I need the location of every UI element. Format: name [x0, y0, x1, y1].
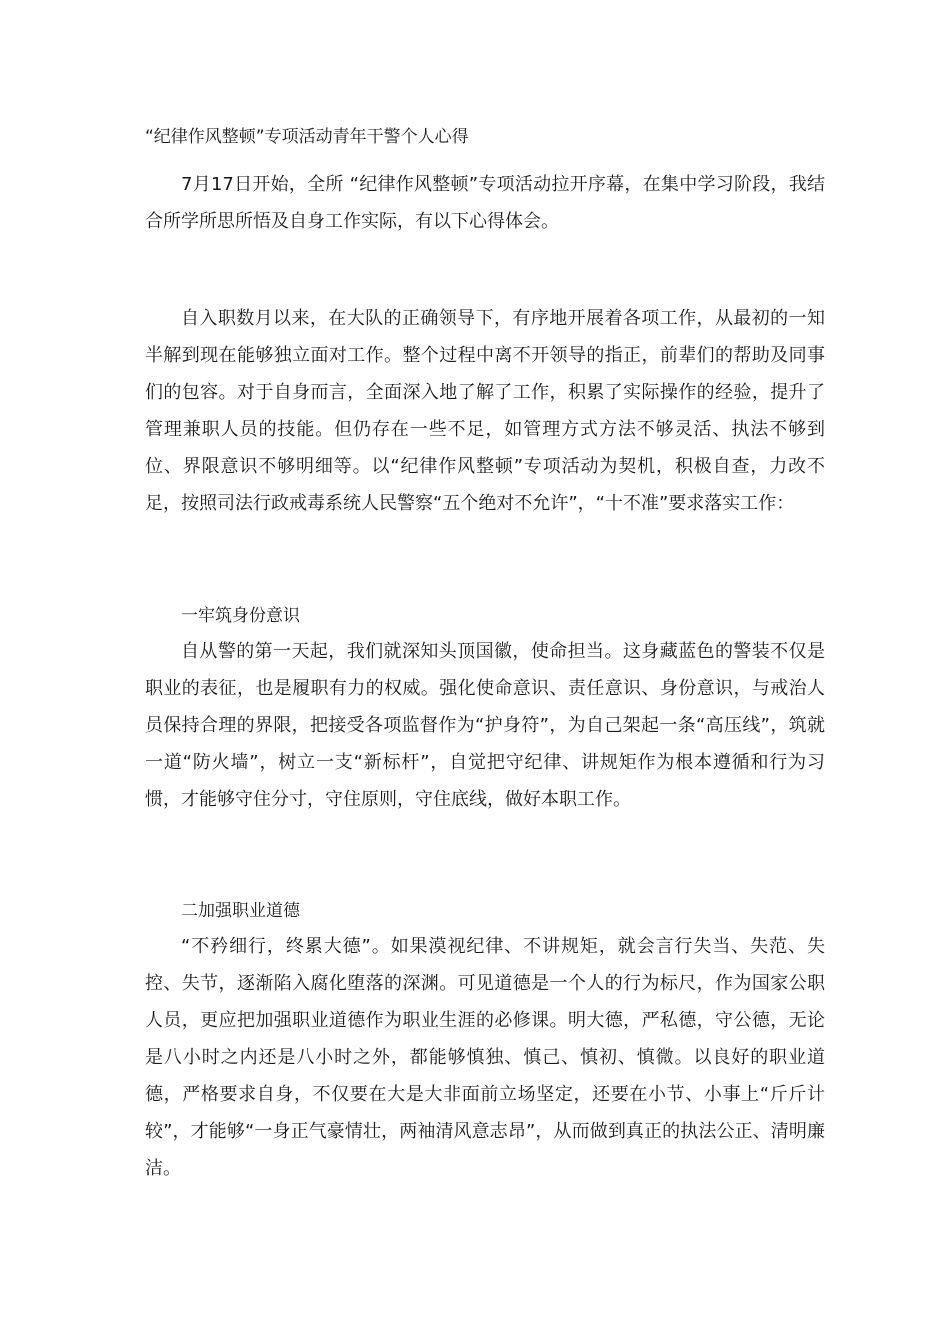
document-title: “纪律作风整顿”专项活动青年干警个人心得 [145, 127, 469, 147]
section-1-heading: 一牢筑身份意识 [181, 606, 300, 626]
section-2-body: “不矜细行，终累大德”。如果漠视纪律、不讲规矩，就会言行失当、失范、失控、失节，逐渐陷入腐化堕落的深渊。可见道德是一个人的行为标尺，作为国家公职人员，更应把加强职业道德作为职业生涯的必修课。明大德，严私德，守公德，无论是八小时之内还是八小时之外，都能够慎独、慎己、慎初、慎微。以良好的职业道德，严格要求自身，不仅要在大是大非面前立场坚定，还要在小节、小事上“斤斤计较”，才能够“一身正气豪情壮，两袖清风意志昂”，从而做到真正的执法公正、清明廉洁。 [145, 936, 825, 1179]
section-2-heading: 二加强职业道德 [181, 901, 300, 921]
intro-paragraph: 7月17日开始，全所 “纪律作风整顿”专项活动拉开序幕，在集中学习阶段，我结合所学所思所悟及自身工作实际，有以下心得体会。 [145, 174, 825, 232]
section-1-body: 自从警的第一天起，我们就深知头顶国徽，使命担当。这身藏蓝色的警装不仅是职业的表征，也是履职有力的权威。强化使命意识、责任意识、身份意识，与戒治人员保持合理的界限，把接受各项监督作为“护身符”，为自己架起一条“高压线”，筑就一道“防火墙”，树立一支“新标杆”，自觉把守纪律、讲规矩作为根本遵循和行为习惯，才能够守住分寸，守住原则，守住底线，做好本职工作。 [145, 641, 825, 810]
body-paragraph-1: 自入职数月以来，在大队的正确领导下，有序地开展着各项工作，从最初的一知半解到现在能够独立面对工作。整个过程中离不开领导的指正，前辈们的帮助及同事们的包容。对于自身而言，全面深入地了解了工作，积累了实际操作的经验，提升了管理兼职人员的技能。但仍存在一些不足，如管理方式方法不够灵活、执法不够到位、界限意识不够明细等。以“纪律作风整顿”专项活动为契机，积极自查，力改不足，按照司法行政戒毒系统人民警察“五个绝对不允许”，“十不准”要求落实工作： [145, 308, 825, 514]
